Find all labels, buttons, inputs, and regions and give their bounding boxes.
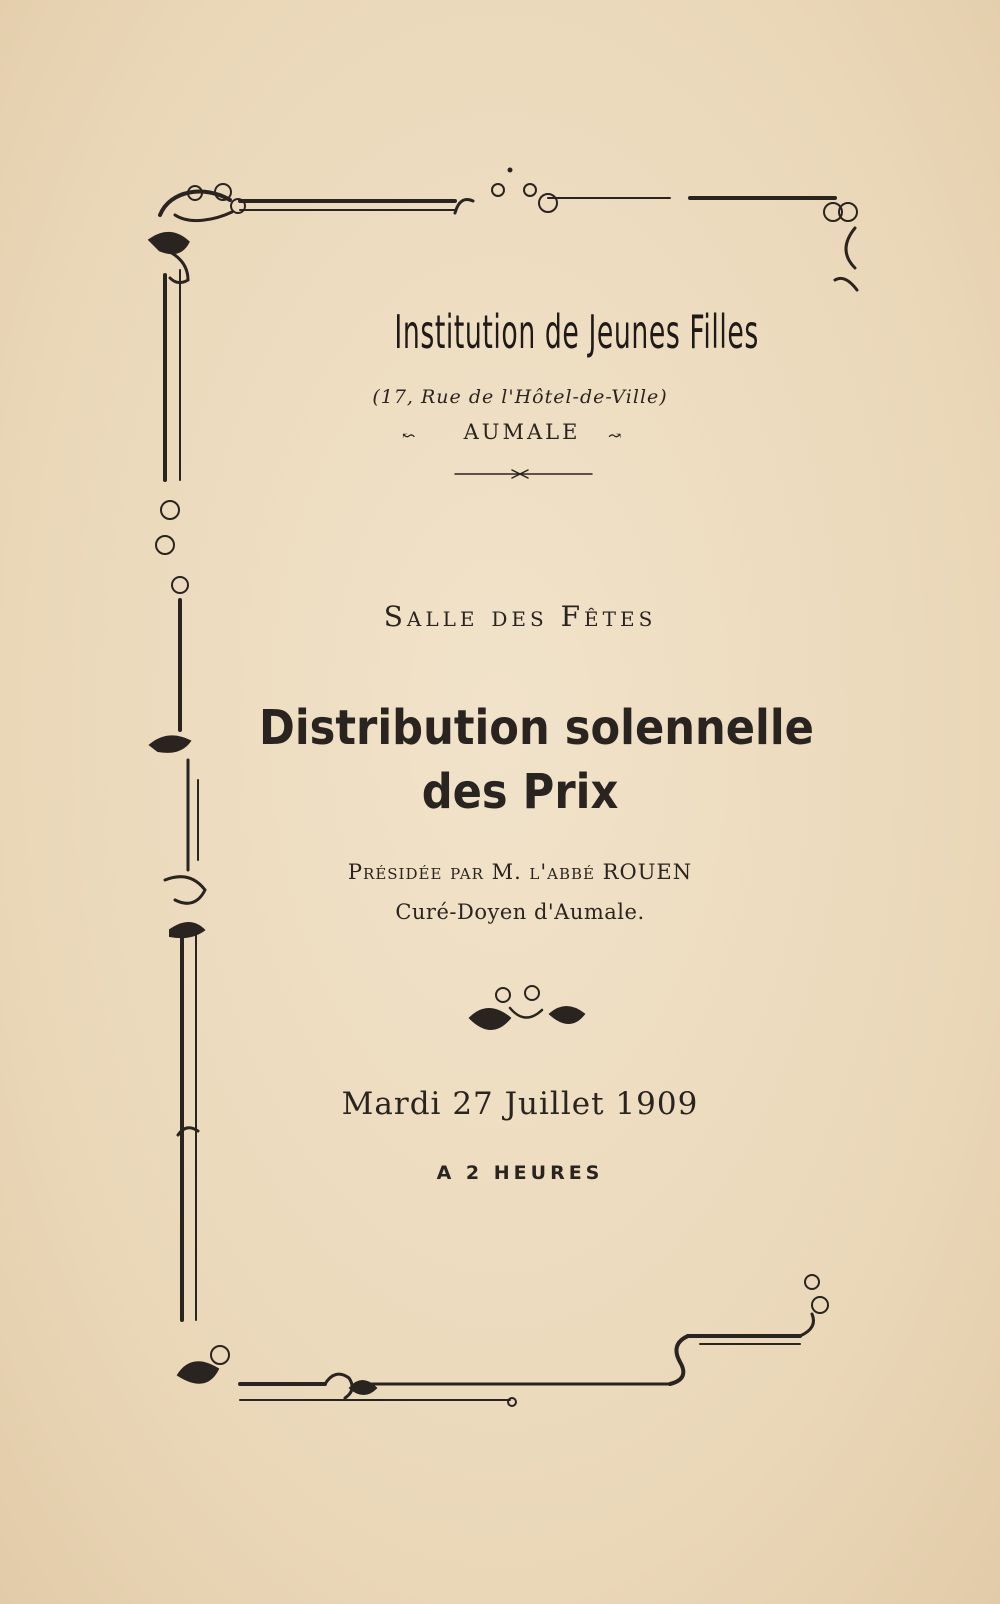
- presided-by-line: Présidée par M. l'abbé ROUEN: [347, 860, 693, 884]
- right-scroll-ornament-icon: ↝: [608, 426, 622, 445]
- address-line: (17, Rue de l'Hôtel-de-Ville): [372, 386, 668, 408]
- bottom-flourish-icons: [178, 1275, 828, 1406]
- event-time: A 2 HEURES: [436, 1162, 604, 1184]
- event-title-line1: Distribution solennelle: [259, 700, 814, 756]
- president-title-line: Curé-Doyen d'Aumale.: [395, 900, 645, 924]
- town-name: AUMALE: [463, 420, 581, 444]
- event-date: Mardi 27 Juillet 1909: [341, 1086, 699, 1122]
- event-title-line2: des Prix: [421, 764, 619, 820]
- central-leaf-ornament-icon: [470, 986, 584, 1029]
- venue-heading: Salle des Fêtes: [383, 600, 657, 633]
- top-right-flourish-icon: [824, 203, 857, 290]
- institution-title: Institution de Jeunes Filles: [394, 305, 759, 359]
- top-center-flourish-icon: [455, 184, 557, 213]
- frame-top-rail: [240, 198, 835, 210]
- title-divider: [455, 470, 592, 478]
- frame-left-rail: [165, 270, 198, 1320]
- left-scroll-ornament-icon: ↜: [402, 426, 416, 445]
- frame-bottom-rail: [240, 1336, 800, 1400]
- top-left-flourish-icon: [160, 184, 245, 221]
